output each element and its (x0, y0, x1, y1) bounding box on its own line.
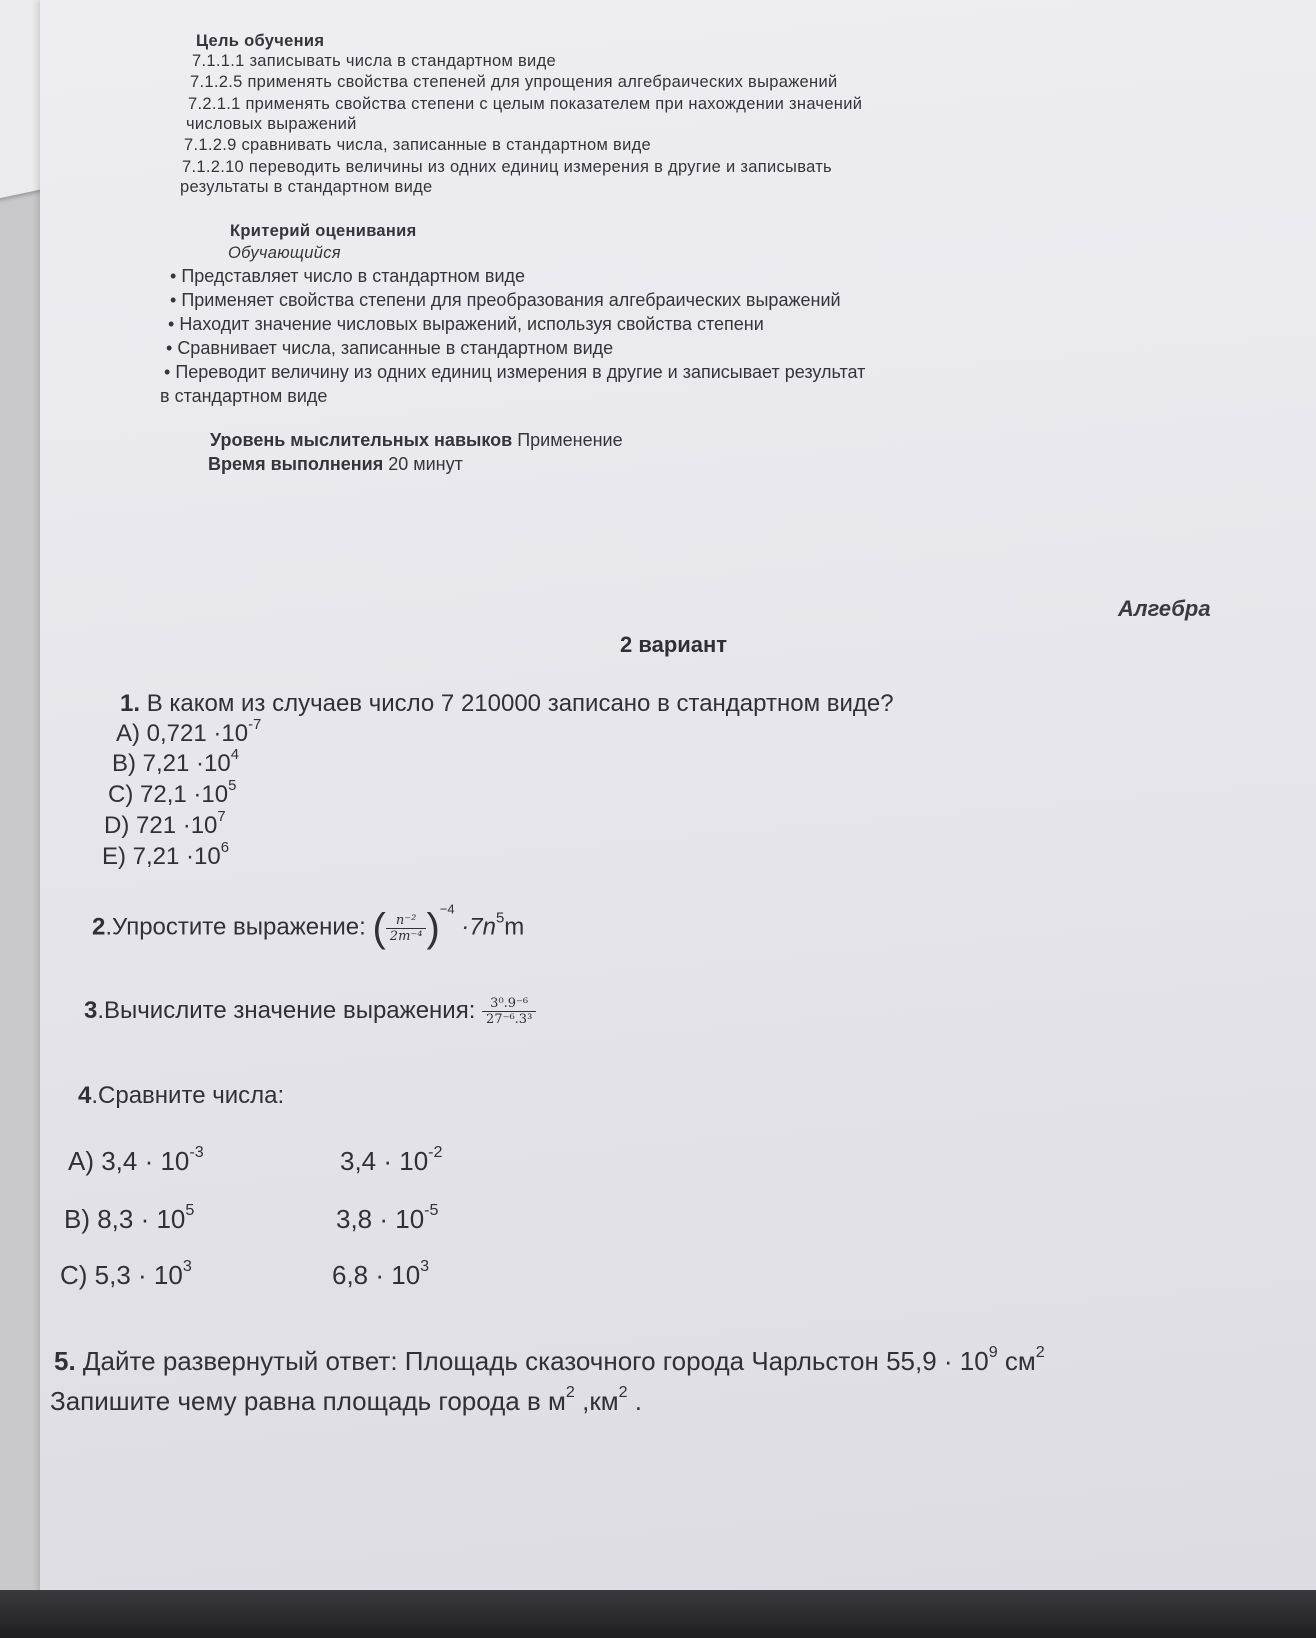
question-4-text: .Сравните числа: (91, 1082, 285, 1109)
goal-item: числовых выражений (186, 115, 357, 133)
subject-title: Алгебра (1118, 596, 1211, 621)
goal-item: 7.1.2.5 применять свойства степеней для упрощения алгебраических выражений (190, 73, 838, 91)
question-2-number: 2 (92, 913, 106, 941)
criteria-continuation: в стандартном виде (160, 386, 328, 406)
question-1-text: В каком из случаев число 7 210000 записано в стандартном виде? (146, 690, 894, 717)
q1-option-c: C) $72,1 \cdot 10^5$ (108, 778, 237, 808)
thinking-level-value: Применение (517, 430, 623, 450)
question-1-number: 1. (120, 690, 141, 717)
question-4 (78, 1082, 284, 1110)
variant-title: 2 вариант (620, 632, 728, 657)
criteria-item: • Сравнивает числа, записанные в стандартном виде (166, 338, 613, 359)
question-2-text: .Упростите выражение: (105, 913, 366, 941)
thinking-level (210, 430, 623, 451)
question-1 (120, 690, 894, 718)
question-4-number: 4 (78, 1082, 92, 1109)
q4-row-c-left: C) $5,3 \cdot 10^3$ (60, 1257, 192, 1290)
duration-value: 20 минут (388, 454, 463, 474)
q4-row-c-right: $6,8 \cdot 10^3$ (332, 1257, 430, 1290)
duration (208, 454, 463, 475)
duration-label: Время выполнения (208, 454, 384, 474)
q4-row-a-right: $3,4 \cdot 10^{-2}$ (340, 1143, 443, 1176)
criteria-item: • Представляет число в стандартном виде (170, 266, 525, 287)
goal-item: результаты в стандартном виде (180, 178, 433, 196)
q4-row-b-left: B) $8,3 \cdot 10^5$ (64, 1201, 195, 1234)
q2-fraction: $\frac{\text{n⁻²}}{\text{2m⁻⁴}}$ (386, 913, 427, 944)
q1-option-b: B) $7,21 \cdot 10^4$ (112, 747, 240, 777)
question-3 (84, 996, 536, 1027)
worksheet (40, 0, 1316, 1592)
criteria-item: • Находит значение числовых выражений, используя свойства степени (168, 314, 764, 335)
question-5-line-1: 5. Дайте развернутый ответ: Площадь сказочного города Чарльстон $55,9 \cdot 10^9$ $см^2$ (54, 1343, 1045, 1376)
q4-row-b-right: $3,8 \cdot 10^{-5}$ (336, 1201, 439, 1234)
goal-item: 7.2.1.1 применять свойства степени с целым показателем при нахождении значений (188, 95, 863, 113)
q1-option-a: A) $0,721 \cdot 10^{-7}$ (116, 717, 262, 747)
criteria-item: • Переводит величину из одних единиц измерения в другие и записывает результат (164, 362, 865, 383)
criteria-subheading: Обучающийся (228, 244, 341, 262)
q1-option-d: D) $721 \cdot 10^7$ (104, 809, 226, 839)
q4-row-a-left: A) $3,4 \cdot 10^{-3}$ (68, 1143, 204, 1176)
goal-item: 7.1.2.10 переводить величины из одних единиц измерения в другие и записывать (182, 158, 832, 176)
criteria-item: • Применяет свойства степени для преобразования алгебраических выражений (170, 290, 841, 311)
desk-edge (0, 1590, 1316, 1638)
question-5-line-2: Запишите чему равна площадь города в $м^2$ $,км^2$ . (50, 1383, 642, 1416)
q1-option-e: E) $7,21 \cdot 10^6$ (102, 840, 230, 870)
q3-fraction: $\frac{\text{3⁰.9⁻⁶}}{\text{27⁻⁶.3³}}$ (482, 996, 536, 1027)
goal-item: 7.1.2.9 сравнивать числа, записанные в стандартном виде (184, 136, 652, 154)
thinking-level-label: Уровень мыслительных навыков (210, 430, 513, 450)
question-2: 2.Упростите выражение: ( $\frac{\text{n⁻²}}{\text{2m⁻⁴}}$ )$^{-4} \cdot 7n^5m$ (92, 901, 525, 950)
question-3-number: 3 (84, 996, 98, 1024)
criteria-heading: Критерий оценивания (230, 222, 417, 240)
goal-item: 7.1.1.1 записывать числа в стандартном виде (192, 52, 556, 70)
goals-heading: Цель обучения (196, 32, 325, 50)
question-3-text: .Вычислите значение выражения: (97, 996, 476, 1024)
question-5-number: 5. (54, 1346, 76, 1376)
